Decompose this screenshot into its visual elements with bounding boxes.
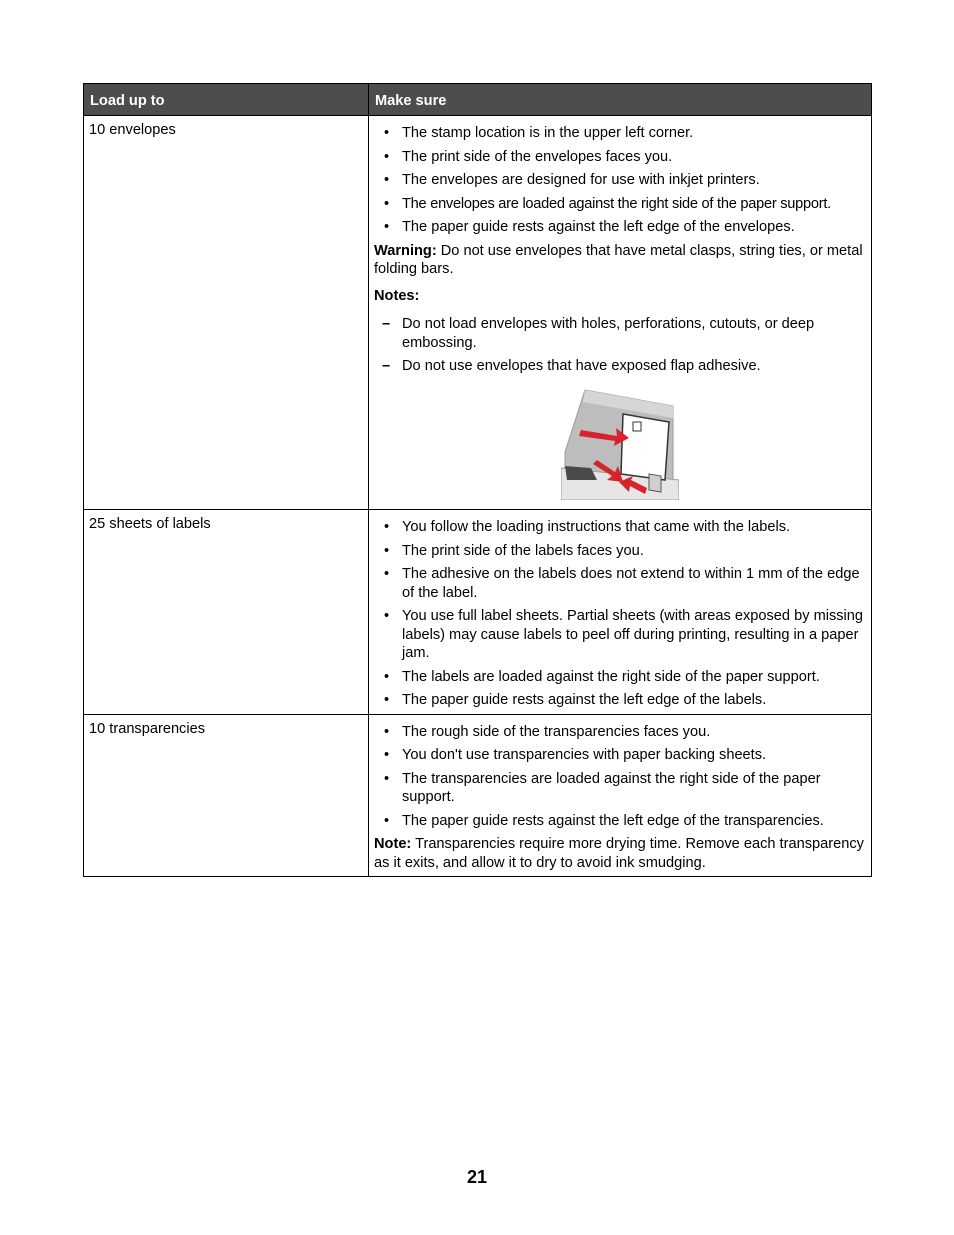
list-item: • The paper guide rests against the left edge of the labels. bbox=[374, 691, 866, 710]
list-item: • The envelopes are designed for use with inkjet printers. bbox=[374, 171, 866, 190]
load-cell: 10 transparencies bbox=[84, 714, 369, 877]
table-row-transparencies bbox=[84, 714, 872, 877]
table-header-row bbox=[84, 84, 872, 116]
list-item: – Do not load envelopes with holes, perforations, cutouts, or deep embossing. bbox=[374, 315, 866, 352]
header-load-up-to: Load up to bbox=[84, 84, 369, 116]
note-paragraph bbox=[374, 835, 866, 872]
envelope-illustration-image bbox=[561, 388, 679, 500]
header-make-sure: Make sure bbox=[369, 84, 872, 116]
list-item: • The rough side of the transparencies faces you. bbox=[374, 723, 866, 742]
notes-list bbox=[374, 315, 866, 376]
envelope-loading-illustration bbox=[374, 388, 866, 506]
load-cell: 25 sheets of labels bbox=[84, 510, 369, 715]
requirements-list bbox=[374, 518, 866, 710]
list-item: • The print side of the labels faces you. bbox=[374, 542, 866, 561]
list-item: • You use full label sheets. Partial sheets (with areas exposed by missing labels) may cause labels to peel off during printing, resulting in a paper jam. bbox=[374, 607, 866, 663]
requirements-list bbox=[374, 124, 866, 237]
page-number: 21 bbox=[466, 1167, 488, 1187]
list-item: – Do not use envelopes that have exposed flap adhesive. bbox=[374, 357, 866, 376]
list-item: • You don't use transparencies with paper backing sheets. bbox=[374, 746, 866, 765]
list-item: • The paper guide rests against the left edge of the transparencies. bbox=[374, 812, 866, 831]
warning-paragraph bbox=[374, 242, 866, 279]
table-row-envelopes bbox=[84, 116, 872, 510]
list-item: • The print side of the envelopes faces you. bbox=[374, 148, 866, 167]
make-sure-cell bbox=[369, 116, 872, 510]
list-item: • The paper guide rests against the left edge of the envelopes. bbox=[374, 218, 866, 237]
note-label: Note: bbox=[374, 836, 412, 852]
list-item: • The transparencies are loaded against the right side of the paper support. bbox=[374, 770, 866, 807]
list-item: • The labels are loaded against the right side of the paper support. bbox=[374, 668, 866, 687]
list-item: • You follow the loading instructions that came with the labels. bbox=[374, 518, 866, 537]
make-sure-cell bbox=[369, 510, 872, 715]
note-text: Transparencies require more drying time. Remove each transparency as it exits, and allow it to dry to avoid ink smudging. bbox=[374, 836, 864, 871]
load-cell: 10 envelopes bbox=[84, 116, 369, 510]
list-item: • The stamp location is in the upper left corner. bbox=[374, 124, 866, 143]
make-sure-cell bbox=[369, 714, 872, 877]
requirements-list bbox=[374, 723, 866, 831]
notes-heading: Notes: bbox=[374, 287, 420, 304]
warning-label: Warning: bbox=[374, 242, 437, 259]
paper-loading-table bbox=[83, 83, 872, 877]
warning-text: Do not use envelopes that have metal clasps, string ties, or metal folding bars. bbox=[374, 242, 863, 277]
list-item: • The envelopes are loaded against the right side of the paper support. bbox=[374, 195, 866, 214]
list-item: • The adhesive on the labels does not extend to within 1 mm of the edge of the label. bbox=[374, 565, 866, 602]
table-row-labels bbox=[84, 510, 872, 715]
